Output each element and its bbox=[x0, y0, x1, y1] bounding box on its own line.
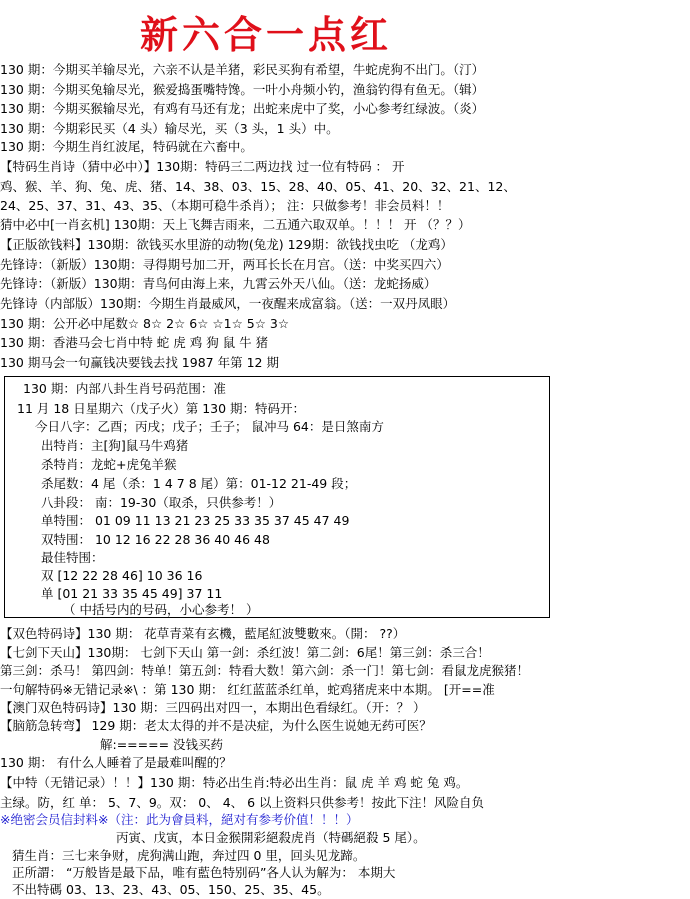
text-line: 130 期： 有什么人睡着了是最难叫醒的？ bbox=[0, 755, 232, 770]
box-line: 单 [01 21 33 35 45 49] 37 11 bbox=[41, 586, 223, 601]
box-line: 杀特肖：龙蛇+虎兔羊猴 bbox=[41, 457, 177, 472]
text-line: 丙寅、戊寅，本日金猴開彩絕殺虎肖（特碼絕殺 5 尾）。 bbox=[116, 830, 426, 845]
text-line: 一句解特码※无错记录※\ ：第 130 期： 红红蓝蓝杀红单，蛇鸡猪虎来中本期。 [开==准 bbox=[0, 682, 495, 697]
text-line: 【特码生肖诗（猜中必中）】130期：特码三二两边找 过一位有特码 ： 开 bbox=[0, 159, 405, 174]
text-line: 【正版欲钱料】130期：欲钱买水里游的动物(兔龙) 129期：欲钱找虫吃 （龙鸡） bbox=[0, 237, 453, 252]
text-line: 【双色特码诗】130 期： 花草青菜有玄機，藍尾紅波雙數來。（開： ??） bbox=[0, 626, 406, 641]
text-line: 130 期：今期买兔输尽光，猴爱捣蛋嘴特馋。一叶小舟频小钓，渔翁钓得有鱼无。（辑） bbox=[0, 82, 485, 97]
text-line: 【七剑下天山】130期： 七剑下天山 第一剑：杀红波！第二剑：6尾！第三剑：杀三合！ bbox=[0, 645, 490, 660]
box-line: 八卦段： 南：19-30（取杀，只供参考！） bbox=[41, 495, 282, 510]
prediction-box bbox=[4, 376, 550, 618]
text-line: 先锋诗：（新版）130期：寻得期号加二开，两耳长长在月宫。（送：中奖买四六） bbox=[0, 257, 449, 272]
box-line: 出特肖：主[狗]鼠马牛鸡猪 bbox=[41, 438, 189, 453]
text-line: 【脑筋急转弯】 129 期：老太太得的并不是决症，为什么医生说她无药可医？ bbox=[0, 718, 432, 733]
text-line: 第三剑：杀马！ 第四剑：特单！第五剑：特看大数！第六剑：杀一门！第七剑：看鼠龙虎猴猪！ bbox=[0, 663, 529, 678]
box-line: 单特围： 01 09 11 13 21 23 25 33 35 37 45 47 49 bbox=[41, 513, 350, 528]
text-line: 不出特碼 03、13、23、43、05、150、25、35、45。 bbox=[12, 882, 330, 897]
text-line: 鸡、猴、羊、狗、兔、虎、猪、14、38、03、15、28、40、05、41、20、32、21、12、 bbox=[0, 179, 516, 194]
box-line: 杀尾数：4 尾（杀：1 4 7 8 尾）第：01-12 21-49 段； bbox=[41, 476, 357, 491]
text-line: 130 期马会一句赢钱决要钱去找 1987 年第 12 期 bbox=[0, 355, 279, 370]
text-line: 24、25、37、31、43、35、（本期可稳牛杀肖）； 注：只做参考！非会员料！！ bbox=[0, 198, 450, 213]
text-line: 主绿。防，红 单： 5、7、9。双： 0、 4、 6 以上资料只供参考！按此下注！风险自负 bbox=[0, 795, 485, 810]
text-line: 130 期：今期买羊输尽光，六亲不认是羊猪，彩民买狗有希望，牛蛇虎狗不出门。（汀） bbox=[0, 62, 485, 77]
text-line: 130 期：今期生肖红波尾，特码就在六畜中。 bbox=[0, 139, 253, 154]
text-line: 【中特（无错记录）！！】130 期：特必出生肖:特必出生肖：鼠 虎 羊 鸡 蛇 兔 鸡。 bbox=[0, 775, 469, 790]
box-line: 双 [12 22 28 46] 10 36 16 bbox=[41, 568, 203, 583]
box-line: 11 月 18 日星期六（戊子火）第 130 期：特码开： bbox=[17, 401, 306, 416]
box-line: 130 期：内部八卦生肖号码范围：准 bbox=[23, 381, 226, 396]
text-line: 130 期：公开必中尾数☆ 8☆ 2☆ 6☆ ☆1☆ 5☆ 3☆ bbox=[0, 316, 290, 331]
text-line: 解:===== 没钱买药 bbox=[100, 737, 224, 752]
text-line: ※绝密会员信封料※（注：此为會員料，絕对有参考价值！！！） bbox=[0, 812, 359, 827]
text-line: 130 期：今期买猴输尽光，有鸡有马还有龙；出蛇来虎中了奖，小心参考红绿波。（炎） bbox=[0, 101, 485, 116]
box-line: （ 中括号内的号码，小心参考！ ） bbox=[63, 602, 259, 617]
text-line: 先锋诗：（新版）130期：青鸟何由海上来，九霄云外天八仙。（送：龙蛇扬威） bbox=[0, 276, 437, 291]
box-line: 最佳特围： bbox=[41, 550, 104, 565]
text-line: 130 期：今期彩民买（4 头）输尽光，买（3 头，1 头）中。 bbox=[0, 121, 339, 136]
box-line: 今日八字：乙酉；丙戌；戊子；壬子； 鼠冲马 64：是日煞南方 bbox=[35, 419, 384, 434]
page-title: 新六合一点红 bbox=[140, 12, 393, 57]
box-line: 双特围： 10 12 16 22 28 36 40 46 48 bbox=[41, 532, 270, 547]
text-line: 先锋诗（内部版）130期：今期生肖最威风，一夜醒来成富翁。（送：一双丹凤眼） bbox=[0, 296, 456, 311]
text-line: 【澳门双色特码诗】130 期：三四码出对四一，本期出色看绿红。（开：？ ） bbox=[0, 700, 426, 715]
text-line: 正所謂： “万般皆是最下品，唯有藍色特别码”各人认为解为： 本期大 bbox=[12, 865, 396, 880]
text-line: 130 期：香港马会七肖中特 蛇 虎 鸡 狗 鼠 牛 猪 bbox=[0, 335, 269, 350]
text-line: 猜中必中[一肖玄机] 130期：天上飞舞吉雨来，二五通六取双单。！！！ 开 （？？） bbox=[0, 217, 471, 232]
text-line: 猜生肖：三七来争财，虎狗满山跑，奔过四 0 里，回头见龙蹄。 bbox=[12, 848, 366, 863]
